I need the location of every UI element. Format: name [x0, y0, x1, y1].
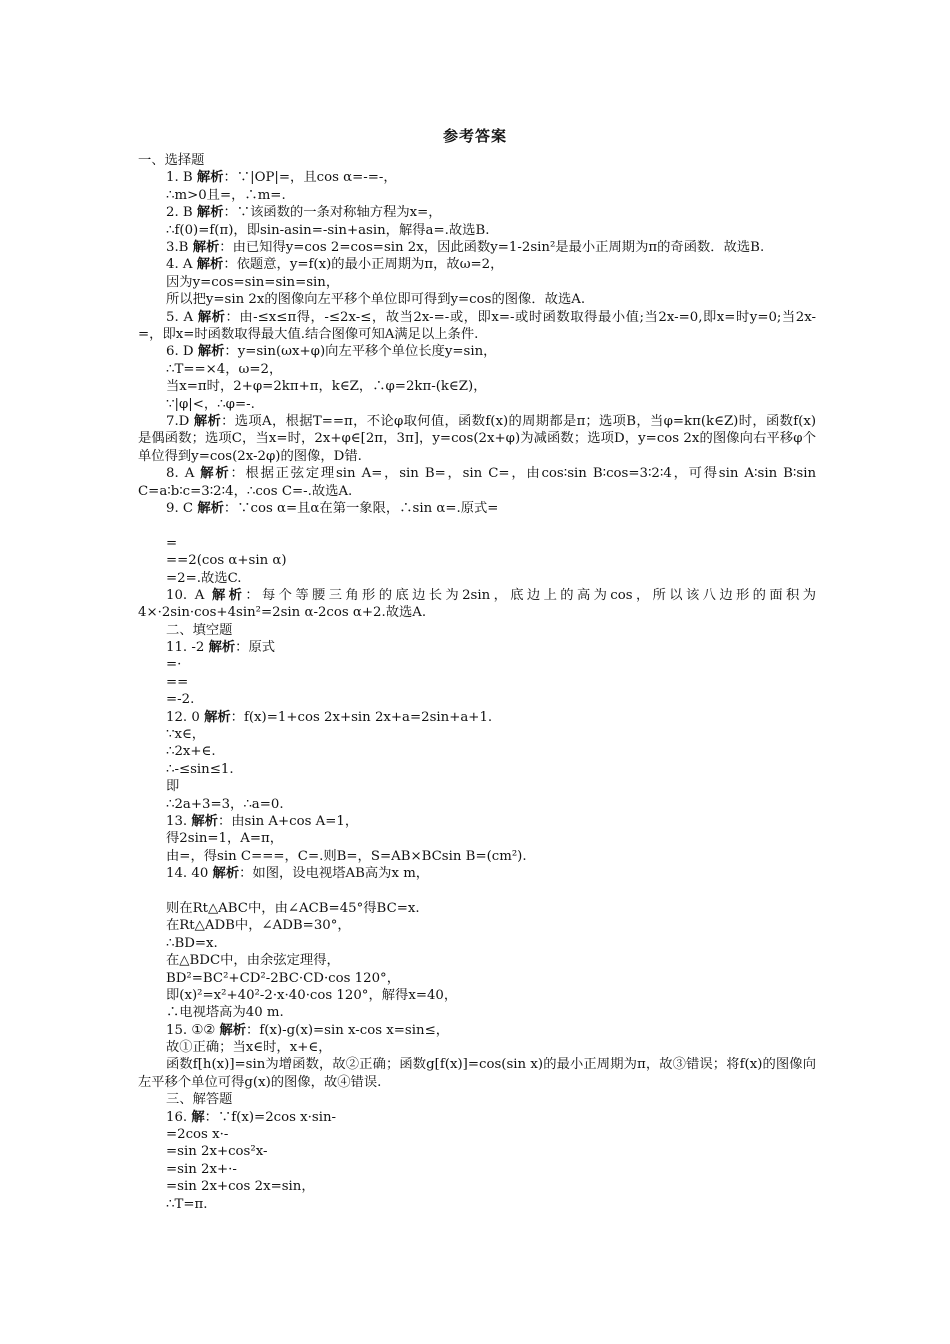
answer-line: ∵|φ|<，∴φ=-. — [166, 396, 255, 412]
answer-line: ∴2x+∈. — [166, 744, 216, 760]
answer-line: ∴T==×4，ω=2， — [166, 361, 283, 377]
answer-line: =2=.故选C. — [166, 570, 242, 586]
answer-line: 因为y=cos=sin=sin=sin， — [166, 274, 340, 290]
section-heading: 一、选择题 — [138, 153, 205, 168]
answer-line: == — [166, 674, 189, 690]
answer-line: 1. B 解析：∵|OP|=，且cos α=-=-， — [166, 170, 397, 186]
answer-line: = — [166, 535, 178, 551]
spacer — [138, 883, 816, 900]
answer-line: ∴m>0且=，∴m=. — [166, 187, 286, 203]
answer-line: 8. A 解析：根据正弦定理sin A=，sin B=，sin C=，由cos∶sin B∶cos=3∶2∶4，可得sin A∶sin B∶sin C=a∶b∶c=3∶2∶4，∴cos C=-.故选A. — [138, 466, 817, 499]
answer-line: 即 — [166, 779, 180, 795]
answer-line: 在Rt△ADB中，∠ADB=30°， — [166, 918, 351, 934]
spacer — [138, 517, 816, 534]
section-heading: 三、解答题 — [166, 1092, 233, 1108]
answer-line: ∵x∈， — [166, 727, 206, 743]
answer-line: =· — [166, 657, 182, 673]
answer-line: ∴-≤sin≤1. — [166, 761, 234, 777]
answer-line: 5. A 解析：由-≤x≤π得，-≤2x-≤，故当2x-=-或，即x=-或时函数取得最小值;当2x-=0,即x=时y=0;当2x-=，即x=时函数取得最大值.结合图像可知A满足以上条件. — [138, 309, 816, 342]
answer-line: 3.B 解析：由已知得y=cos 2=cos=sin 2x，因此函数y=1-2sin²是最小正周期为π的奇函数．故选B. — [166, 239, 765, 255]
answer-line: 函数f[h(x)]=sin为增函数，故②正确；函数g[f(x)]=cos(sin x)的最小正周期为π，故③错误；将f(x)的图像向左平移个单位可得g(x)的图像，故④错误. — [138, 1057, 816, 1090]
answer-line: 14. 40 解析：如图，设电视塔AB高为x m， — [166, 866, 430, 882]
answer-line: 11. -2 解析：原式 — [166, 640, 276, 656]
answer-line: 6. D 解析：y=sin(ωx+φ)向左平移个单位长度y=sin， — [166, 344, 497, 360]
answer-line: ==2(cos α+sin α) — [166, 553, 287, 569]
answer-line: 7.D 解析：选项A，根据T==π，不论φ取何值，函数f(x)的周期都是π；选项B，当φ=kπ(k∈Z)时，函数f(x)是偶函数；选项C，当x=时，2x+φ∈[2π，3π]，y=cos(2x+φ)为减函数；选项D，y=cos 2x的图像向右平移φ个单位得到y=cos(2x-2φ)的图像，D错. — [138, 413, 817, 464]
answer-line: BD²=BC²+CD²-2BC·CD·cos 120°， — [166, 970, 400, 986]
answer-line: =sin 2x+·- — [166, 1161, 237, 1177]
answer-line: ∴电视塔高为40 m. — [166, 1005, 284, 1021]
answer-line: 得2sin=1，A=π， — [166, 831, 284, 847]
answer-line: ∴2a+3=3，∴a=0. — [166, 796, 284, 812]
answer-line: ∴BD=x. — [166, 935, 218, 951]
answer-line: 2. B 解析：∵该函数的一条对称轴方程为x=， — [166, 205, 442, 221]
answer-line: 13. 解析：由sin A+cos A=1， — [166, 814, 359, 829]
answer-line: 12. 0 解析：f(x)=1+cos 2x+sin 2x+a=2sin+a+1. — [166, 709, 493, 725]
answer-line: ∴T=π. — [166, 1196, 208, 1212]
answer-line: ∴f(0)=f(π)，即sin-asin=-sin+asin，解得a=.故选B. — [166, 222, 490, 238]
answer-line: 故①正确；当x∈时，x+∈， — [166, 1040, 332, 1056]
answer-content — [138, 152, 816, 1213]
answer-line: 即(x)²=x²+40²-2·x·40·cos 120°，解得x=40， — [166, 987, 458, 1003]
answer-line: =-2. — [166, 692, 195, 708]
answer-line: =sin 2x+cos 2x=sin， — [166, 1179, 315, 1195]
answer-line: =2cos x·- — [166, 1127, 229, 1143]
answer-line: 则在Rt△ABC中，由∠ACB=45°得BC=x. — [166, 900, 420, 916]
answer-line: 当x=π时，2+φ=2kπ+π，k∈Z，∴φ=2kπ-(k∈Z)， — [166, 379, 487, 395]
answer-line: 4. A 解析：依题意，y=f(x)的最小正周期为π，故ω=2， — [166, 257, 504, 273]
answer-line: 15. ①② 解析：f(x)-g(x)=sin x-cos x=sin≤， — [166, 1022, 450, 1038]
answer-line: 10. A 解析：每个等腰三角形的底边长为2sin，底边上的高为cos，所以该八边形的面积为4×·2sin·cos+4sin²=2sin α-2cos α+2.故选A. — [138, 587, 817, 621]
answer-line: 所以把y=sin 2x的图像向左平移个单位即可得到y=cos的图像．故选A. — [166, 292, 586, 308]
section-heading: 二、填空题 — [166, 622, 233, 638]
answer-line: =sin 2x+cos²x- — [166, 1144, 268, 1160]
answer-line: 在△BDC中，由余弦定理得， — [166, 953, 340, 969]
answer-line: 由=，得sin C===，C=.则B=，S=AB×BCsin B=(cm²). — [166, 848, 527, 864]
page-title: 参考答案 — [442, 127, 507, 145]
answer-line: 9. C 解析：∵cos α=且α在第一象限，∴sin α=.原式= — [166, 500, 499, 516]
answer-line: 16. 解：∵f(x)=2cos x·sin- — [166, 1109, 337, 1125]
